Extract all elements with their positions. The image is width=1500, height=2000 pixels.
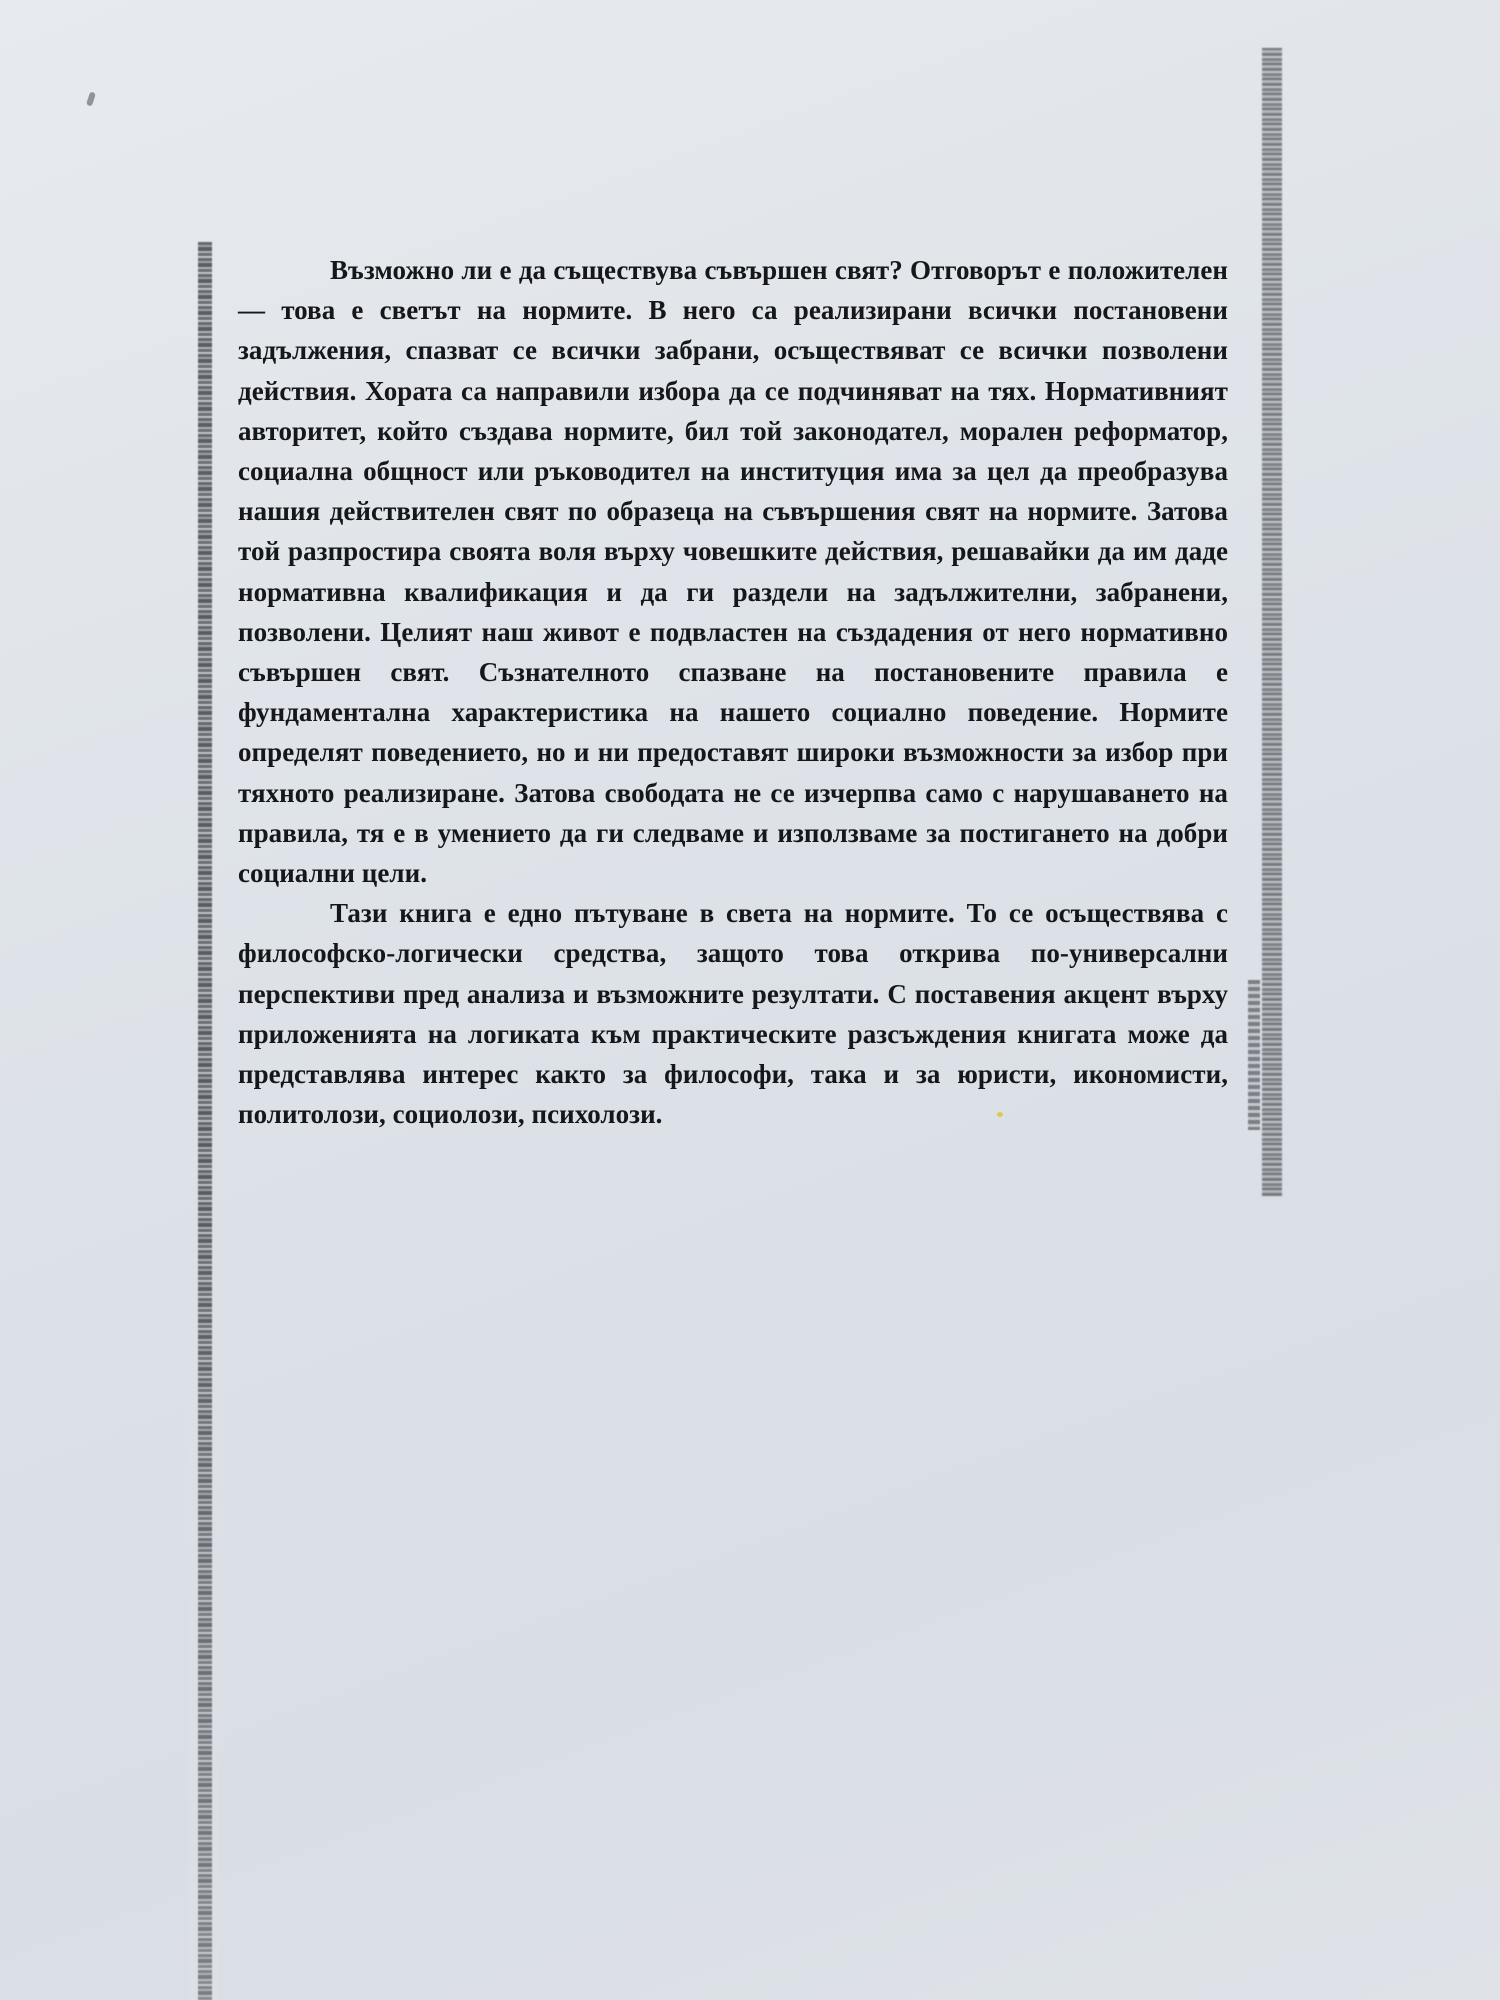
paragraph-2: Тази книга е едно пътуване в света на нормите. То се осъществява с философско-логически средства, защото това открива по-универсални перспективи пред анализа и възможните резултати. С поставения акцент върху приложенията на логиката към практическите разсъждения книгата може да представлява интерес както за философи, така и за юристи, икономисти, политолози, социолози, психолози. bbox=[238, 898, 1228, 1130]
right-spine-bleed-through bbox=[1262, 48, 1282, 1196]
back-cover-text bbox=[238, 250, 1228, 1134]
yellow-mark bbox=[997, 1112, 1003, 1117]
ink-smudge bbox=[86, 91, 96, 106]
left-bleed-fade bbox=[188, 1200, 218, 2000]
right-bleed-fragment bbox=[1248, 980, 1260, 1130]
paragraph-1: Възможно ли е да съществува съвършен свят? Отговорът е положителен — това е светът на нормите. В него са реализирани всички постановени задължения, спазват се всички забрани, осъществяват се всички позволени действия. Хората са направили избора да се подчиняват на тях. Нормативният авторитет, който създава нормите, бил той законодател, морален реформатор, социална общност или ръководител на институция има за цел да преобразува нашия действителен свят по образеца на съвършения свят на нормите. Затова той разпростира своята воля върху човешките действия, решавайки да им даде нормативна квалификация и да ги раздели на задължителни, забранени, позволени. Целият наш живот е подвластен на създадения от него нормативно съвършен свят. Съзнателното спазване на постановените правила е фундаментална характеристика на нашето социално поведение. Нормите определят поведението, но и ни предоставят широки възможности за избор при тяхното реализиране. Затова свободата не се изчерпва само с нарушаването на правила, тя е в умението да ги следваме и използваме за постигането на добри социални цели. bbox=[238, 255, 1228, 889]
